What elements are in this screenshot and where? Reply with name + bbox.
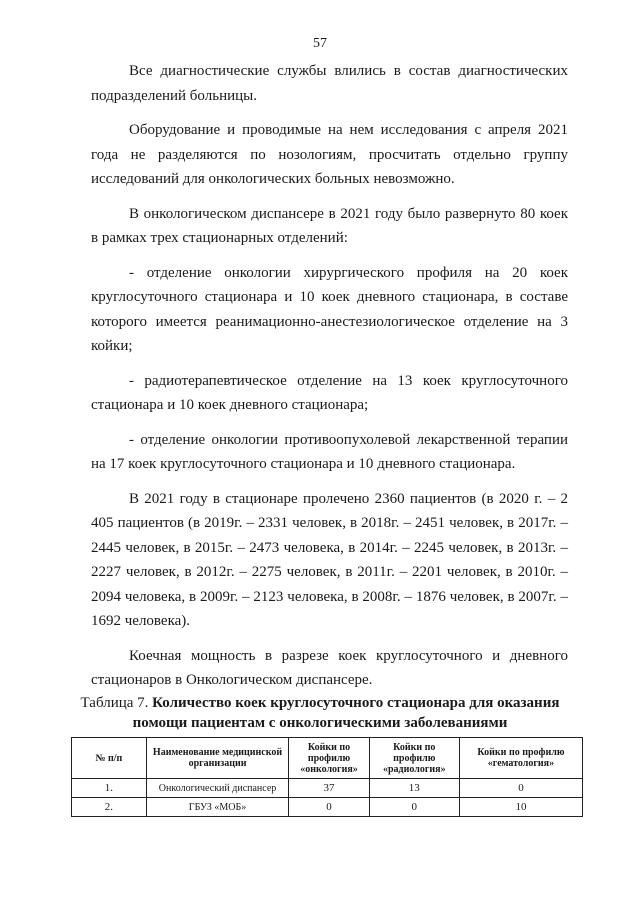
cell-hematology-beds: 0 <box>459 779 582 798</box>
body-text <box>91 59 568 703</box>
cell-number: 1. <box>72 779 147 798</box>
page-number: 57 <box>313 36 327 51</box>
paragraph-equipment: Оборудование и проводимые на нем исследования с апреля 2021 года не разделяются по нозологиям, просчитать отдельно группу исследований для онкологических больных невозможно. <box>91 122 568 187</box>
cell-oncology-beds: 0 <box>289 798 369 817</box>
table-caption-title: Количество коек круглосуточного стационара для оказания помощи пациентам с онкологическими заболеваниями <box>132 695 560 731</box>
cell-oncology-beds: 37 <box>289 779 369 798</box>
cell-radiology-beds: 0 <box>369 798 459 817</box>
header-radiology-beds: Койки по профилю «радиология» <box>369 738 459 779</box>
paragraph-bed-capacity: Коечная мощность в разрезе коек круглосуточного и дневного стационаров в Онкологическом диспансере. <box>91 647 568 688</box>
table-caption <box>60 693 580 733</box>
table-row <box>72 779 583 798</box>
header-organization: Наименование медицинской организации <box>146 738 289 779</box>
cell-hematology-beds: 10 <box>459 798 582 817</box>
header-oncology-beds: Койки по профилю «онкология» <box>289 738 369 779</box>
table-header-row <box>72 738 583 779</box>
beds-table <box>71 737 583 817</box>
cell-organization: Онкологический диспансер <box>146 779 289 798</box>
table-row <box>72 798 583 817</box>
header-number: № п/п <box>72 738 147 779</box>
list-item-radiotherapy-dept: - радиотерапевтическое отделение на 13 коек круглосуточного стационара и 10 коек дневного стационара; <box>91 372 568 413</box>
paragraph-patient-statistics: В 2021 году в стационаре пролечено 2360 пациентов (в 2020 г. – 2 405 пациентов (в 2019г. – 2331 человек, в 2018г. – 2451 человек, в 2017г. – 2445 человек, в 2015г. – 2473 человека, в 2014г. – 2245 человек, в 2013г. – 2227 человек, в 2012г. – 2275 человек, в 2011г. – 2201 человек, в 2010г. – 2094 человека, в 2009г. – 2123 человека, в 2008г. – 1876 человек, в 2007г. – 1692 человека). <box>91 490 568 629</box>
cell-organization: ГБУЗ «МОБ» <box>146 798 289 817</box>
header-hematology-beds: Койки по профилю «гематология» <box>459 738 582 779</box>
cell-number: 2. <box>72 798 147 817</box>
cell-radiology-beds: 13 <box>369 779 459 798</box>
list-item-chemotherapy-dept: - отделение онкологии противоопухолевой лекарственной терапии на 17 коек круглосуточного стационара и 10 дневного стационара. <box>91 431 568 472</box>
table-caption-prefix: Таблица 7. <box>80 695 153 711</box>
paragraph-bed-count: В онкологическом диспансере в 2021 году было развернуто 80 коек в рамках трех стационарных отделений: <box>91 205 568 246</box>
paragraph-diagnostics: Все диагностические службы влились в состав диагностических подразделений больницы. <box>91 63 568 104</box>
list-item-surgical-dept: - отделение онкологии хирургического профиля на 20 коек круглосуточного стационара и 10 коек дневного стационара, в составе которого имеется реанимационно-анестезиологическое отделение на 3 койки; <box>91 264 568 354</box>
